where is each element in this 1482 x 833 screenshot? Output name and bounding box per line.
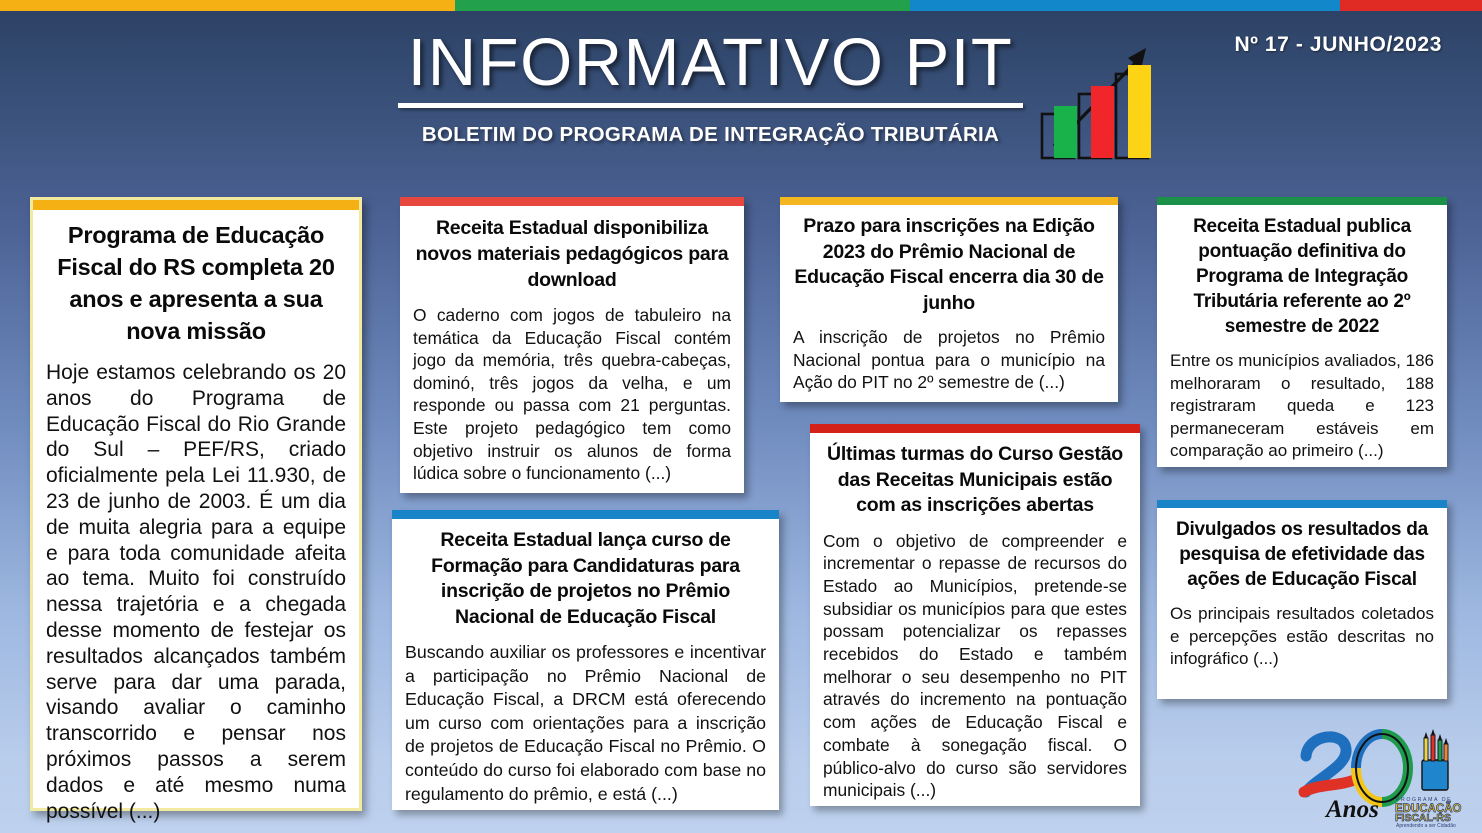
card-content	[780, 205, 1118, 404]
card-accent-bar	[810, 424, 1140, 433]
card-body: O caderno com jogos de tabuleiro na temática da Educação Fiscal contém jogo da memória, três quebra-cabeças, dominó, três jogos da velha, e um responde ou passa com 21 perguntas. Este projeto pedagógico tem como objetivo instruir os alunos de forma lúdica sobre o funcionamento (...)	[413, 305, 731, 484]
logo-line3: FISCAL-RS	[1395, 812, 1451, 824]
card-title: Prazo para inscrições na Edição 2023 do Prêmio Nacional de Educação Fiscal encerra dia 30 de junho	[794, 215, 1104, 314]
top-strip-segment-red	[1340, 0, 1482, 11]
article-card-pesquisa-efetividade[interactable]	[1157, 500, 1447, 699]
card-title: Últimas turmas do Curso Gestão das Receitas Municipais estão com as inscrições abertas	[827, 443, 1123, 516]
card-content	[1157, 205, 1447, 473]
svg-text:Anos: Anos	[1326, 796, 1379, 823]
card-body: A inscrição de projetos no Prêmio Nacional pontua para o município na Ação do PIT no 2º semestre de (...)	[793, 327, 1105, 393]
top-strip-segment-green	[455, 0, 910, 11]
card-title: Programa de Educação Fiscal do RS completa 20 anos e apresenta a sua nova missão	[57, 222, 335, 344]
newsletter-header	[0, 11, 1482, 183]
card-body: Os principais resultados coletados e percepções estão descritas no infográfico (...)	[1170, 604, 1434, 669]
logo-line2: EDUCAÇÃO	[1395, 803, 1462, 815]
card-accent-bar	[1157, 197, 1447, 205]
top-color-strip	[0, 0, 1482, 11]
title-underline	[398, 103, 1023, 108]
top-strip-segment-blue	[910, 0, 1340, 11]
card-title: Divulgados os resultados da pesquisa de efetividade das ações de Educação Fiscal	[1176, 519, 1428, 590]
card-title: Receita Estadual lança curso de Formação para Candidaturas para inscrição de projetos no Prêmio Nacional de Educação Fiscal	[431, 529, 740, 628]
card-content	[33, 210, 359, 833]
20-anos-educacao-fiscal-rs-logo	[1296, 722, 1468, 828]
card-content	[400, 206, 744, 495]
logo-line1: PROGRAMA DE	[1396, 797, 1453, 803]
article-card-curso-formacao-candidaturas[interactable]	[392, 510, 779, 810]
article-card-materiais-pedagogicos[interactable]	[400, 197, 744, 493]
card-body: Com o objetivo de compreender e incrementar o repasse de recursos do Estado ao Municípios, pretende-se subsidiar os municípios para que estes possam potencializar os repasses recebidos do Estado e também melhorar o seu desempenho no PIT através do incremento na pontuação com ações de Educação Fiscal e combate à sonegação fiscal. O público-alvo do curso são servidores municipais (...)	[823, 530, 1127, 801]
article-card-curso-gestao-receitas[interactable]	[810, 424, 1140, 806]
title-block	[398, 25, 1023, 147]
page-subtitle: BOLETIM DO PROGRAMA DE INTEGRAÇÃO TRIBUTÁRIA	[421, 123, 1000, 146]
article-card-prazo-inscricoes[interactable]	[780, 197, 1118, 402]
growth-bar-chart-icon	[1032, 36, 1157, 161]
top-strip-segment-amber	[0, 0, 455, 11]
card-accent-bar	[400, 197, 744, 206]
card-content	[392, 519, 779, 816]
card-body: Entre os municípios avaliados, 186 melhoraram o resultado, 188 registraram queda e 123 permaneceram estáveis em comparação ao primeiro (...)	[1170, 351, 1434, 461]
card-content	[1157, 508, 1447, 681]
article-card-pontuacao-definitiva[interactable]	[1157, 197, 1447, 467]
issue-number: Nº 17 - JUNHO/2023	[1234, 33, 1442, 56]
card-content	[810, 433, 1140, 812]
card-accent-bar	[33, 200, 359, 210]
card-body: Buscando auxiliar os professores e incentivar a participação no Prêmio Nacional de Educação Fiscal, a DRCM está oferecendo um curso com orientações para a inscrição de projetos de Educação Fiscal no Prêmio. O conteúdo do curso foi elaborado com base no regulamento do prêmio, e está (...)	[405, 642, 766, 804]
card-accent-bar	[1157, 500, 1447, 508]
card-title: Receita Estadual publica pontuação definitiva do Programa de Integração Tributária referente ao 2º semestre de 2022	[1193, 216, 1411, 337]
card-body: Hoje estamos celebrando os 20 anos do Programa de Educação Fiscal do Rio Grande do Sul – PEF/RS, criado oficialmente pela Lei 11.930, de 23 de junho de 2003. É um dia de muita alegria para a equipe e para toda comunidade afeita ao tema. Muito foi construído nessa trajetória e a chegada desse momento de festejar os resultados alcançados também serve para dar uma parada, visando avaliar o caminho transcorrido e pensar nos próximos passos a serem dados e até mesmo numa possível (...)	[46, 361, 346, 823]
card-accent-bar	[392, 510, 779, 519]
logo-line4: Aprendendo a ser Cidadão	[1396, 823, 1456, 828]
page-title: INFORMATIVO PIT	[407, 25, 1014, 100]
card-title: Receita Estadual disponibiliza novos materiais pedagógicos para download	[415, 217, 729, 291]
article-card-programa-20-anos[interactable]	[30, 197, 362, 823]
card-accent-bar	[780, 197, 1118, 205]
